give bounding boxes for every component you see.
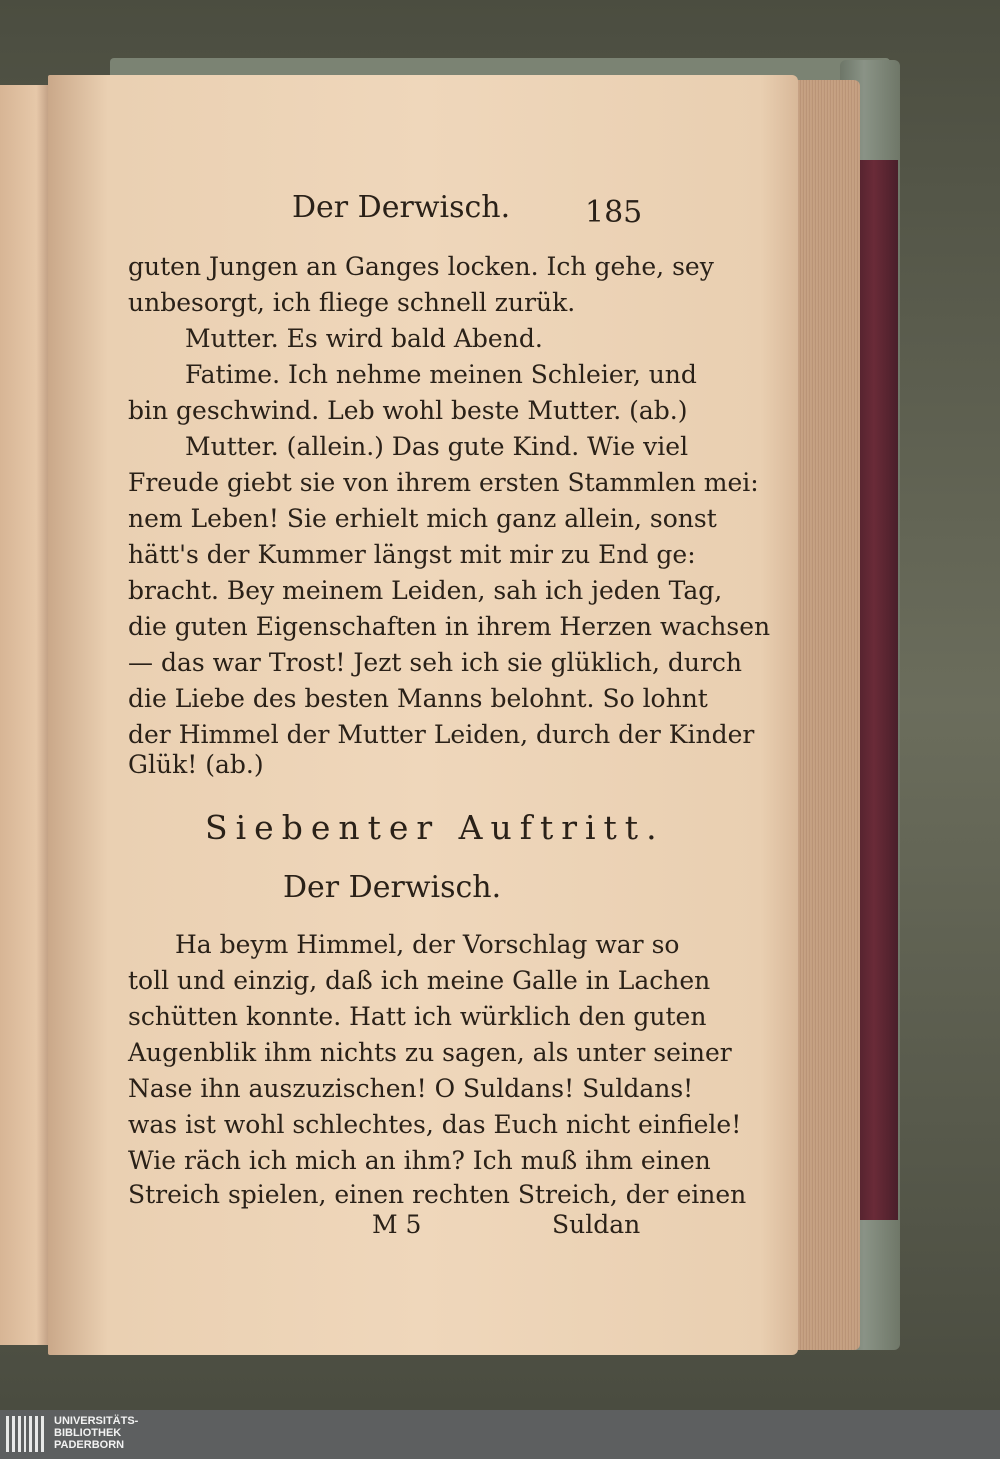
logo-line: PADERBORN xyxy=(54,1439,125,1451)
page-number: 185 xyxy=(585,195,643,230)
text-line: bracht. Bey meinem Leiden, sah ich jeden Tag, xyxy=(128,576,723,605)
library-logo-text xyxy=(54,1415,138,1451)
library-logo-icon xyxy=(6,1416,44,1452)
text-line: toll und einzig, daß ich meine Galle in Lachen xyxy=(128,966,711,995)
text-line: Streich spielen, einen rechten Streich, der einen xyxy=(128,1180,747,1209)
signature-mark: M 5 xyxy=(372,1210,422,1239)
text-line: Glük! (ab.) xyxy=(128,750,264,779)
text-line: — das war Trost! Jezt seh ich sie glüklich, durch xyxy=(128,648,743,677)
text-line: guten Jungen an Ganges locken. Ich gehe, sey xyxy=(128,252,714,281)
text-line: der Himmel der Mutter Leiden, durch der Kinder xyxy=(128,720,755,749)
text-line: nem Leben! Sie erhielt mich ganz allein, sonst xyxy=(128,504,717,533)
text-line: Mutter. Es wird bald Abend. xyxy=(185,324,543,353)
text-line: Augenblik ihm nichts zu sagen, als unter seiner xyxy=(128,1038,732,1067)
text-line: Wie räch ich mich an ihm? Ich muß ihm einen xyxy=(128,1146,711,1175)
text-line: die guten Eigenschaften in ihrem Herzen wachsen xyxy=(128,612,771,641)
catchword: Suldan xyxy=(552,1210,641,1239)
text-line: Nase ihn auszuzischen! O Suldans! Suldans! xyxy=(128,1074,694,1103)
text-line: Freude giebt sie von ihrem ersten Stammlen mei: xyxy=(128,468,759,497)
scene-heading: Siebenter Auftritt. xyxy=(205,808,665,847)
logo-line: BIBLIOTHEK xyxy=(54,1427,122,1439)
text-line: schütten konnte. Hatt ich würklich den guten xyxy=(128,1002,707,1031)
text-line: Mutter. (allein.) Das gute Kind. Wie viel xyxy=(185,432,689,461)
text-line: Fatime. Ich nehme meinen Schleier, und xyxy=(185,360,697,389)
text-line: bin geschwind. Leb wohl beste Mutter. (ab.) xyxy=(128,396,688,425)
logo-line: UNIVERSITÄTS- xyxy=(54,1415,139,1427)
footer-bar xyxy=(0,1410,1000,1459)
character-heading: Der Derwisch. xyxy=(283,870,502,905)
text-line: die Liebe des besten Manns belohnt. So lohnt xyxy=(128,684,708,713)
left-page xyxy=(0,85,52,1345)
text-line: unbesorgt, ich fliege schnell zurük. xyxy=(128,288,576,317)
text-line: hätt's der Kummer längst mit mir zu End ge: xyxy=(128,540,696,569)
running-header: Der Derwisch. xyxy=(292,190,511,225)
page-edges xyxy=(790,80,860,1350)
text-line: Ha beym Himmel, der Vorschlag war so xyxy=(175,930,680,959)
text-line: was ist wohl schlechtes, das Euch nicht einfiele! xyxy=(128,1110,742,1139)
